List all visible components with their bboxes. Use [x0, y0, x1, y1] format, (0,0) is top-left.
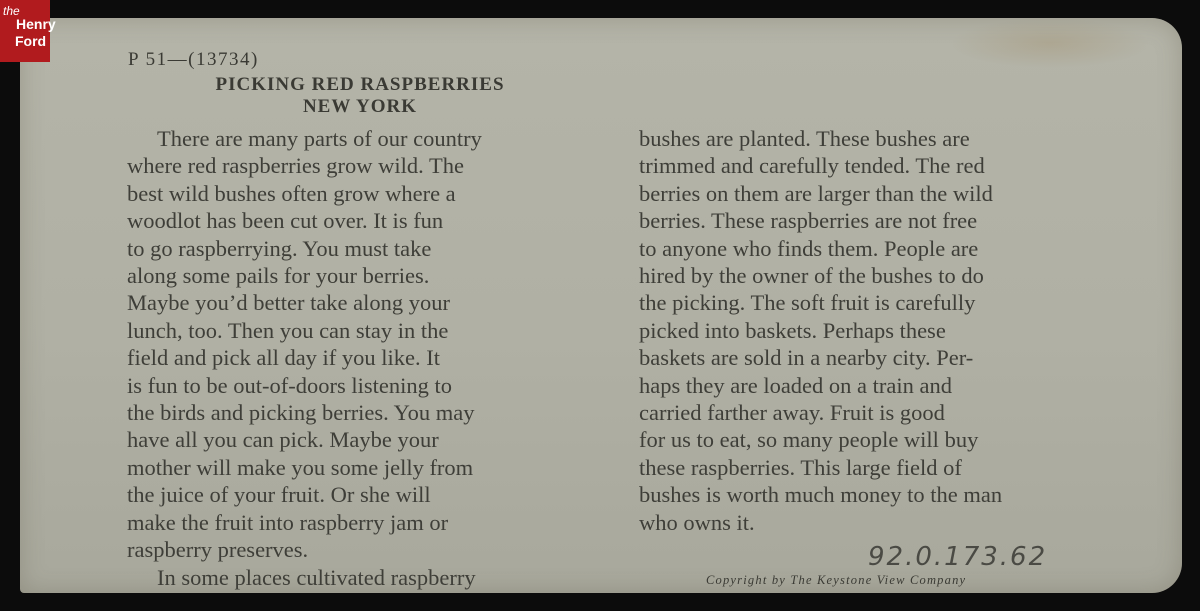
- text-line: berries. These raspberries are not free: [639, 208, 978, 234]
- text-line: best wild bushes often grow where a: [127, 180, 456, 206]
- logo-henry-text: Henry: [16, 16, 56, 32]
- text-line: woodlot has been cut over. It is fun: [127, 208, 444, 234]
- text-line: bushes are planted. These bushes are: [639, 126, 970, 151]
- text-line: along some pails for your berries.: [127, 263, 430, 289]
- card-subtitle-location: NEW YORK: [302, 96, 418, 117]
- text-line: these raspberries. This large field of: [639, 454, 962, 480]
- copyright-notice: Copyright by The Keystone View Company: [706, 573, 967, 587]
- handwritten-accession-number: 92.0.173.62: [868, 542, 1048, 572]
- age-stain: [950, 18, 1150, 68]
- text-line: haps they are loaded on a train and: [639, 372, 953, 398]
- card-title: PICKING RED RASPBERRIES: [215, 74, 505, 95]
- text-line: is fun to be out-of-doors listening to: [127, 372, 452, 398]
- right-text-column: [639, 125, 1002, 536]
- text-line: mother will make you some jelly from: [127, 454, 474, 480]
- catalog-code: P 51—(13734): [128, 49, 259, 70]
- logo-the-text: the: [3, 4, 20, 18]
- text-line: to anyone who finds them. People are: [639, 235, 979, 261]
- text-line: for us to eat, so many people will buy: [639, 427, 979, 453]
- text-line: where red raspberries grow wild. The: [127, 153, 464, 179]
- text-line: carried farther away. Fruit is good: [639, 400, 945, 426]
- text-line: make the fruit into raspberry jam or: [127, 509, 449, 535]
- text-line: the birds and picking berries. You may: [127, 400, 475, 426]
- text-line: trimmed and carefully tended. The red: [639, 153, 985, 179]
- text-line: bushes is worth much money to the man: [639, 482, 1003, 508]
- text-line: In some places cultivated raspberry: [157, 564, 476, 590]
- text-line: picked into baskets. Perhaps these: [639, 317, 946, 343]
- text-line: Maybe you’d better take along your: [127, 290, 451, 316]
- text-line: There are many parts of our country: [157, 126, 482, 151]
- logo-ford-text: Ford: [15, 33, 47, 49]
- text-line: the picking. The soft fruit is carefully: [639, 290, 976, 316]
- text-line: who owns it.: [639, 509, 755, 535]
- text-line: baskets are sold in a nearby city. Per-: [639, 345, 974, 371]
- text-line: the juice of your fruit. Or she will: [127, 482, 431, 508]
- text-line: lunch, too. Then you can stay in the: [127, 317, 449, 343]
- text-line: berries on them are larger than the wild: [639, 180, 993, 206]
- text-line: to go raspberrying. You must take: [127, 235, 432, 261]
- text-line: have all you can pick. Maybe your: [127, 427, 439, 453]
- text-line: hired by the owner of the bushes to do: [639, 263, 984, 289]
- text-line: raspberry preserves.: [127, 537, 309, 563]
- left-text-column: [127, 125, 482, 591]
- text-line: field and pick all day if you like. It: [127, 345, 441, 371]
- henry-ford-logo: [0, 0, 56, 62]
- stereograph-card-back: [20, 18, 1182, 593]
